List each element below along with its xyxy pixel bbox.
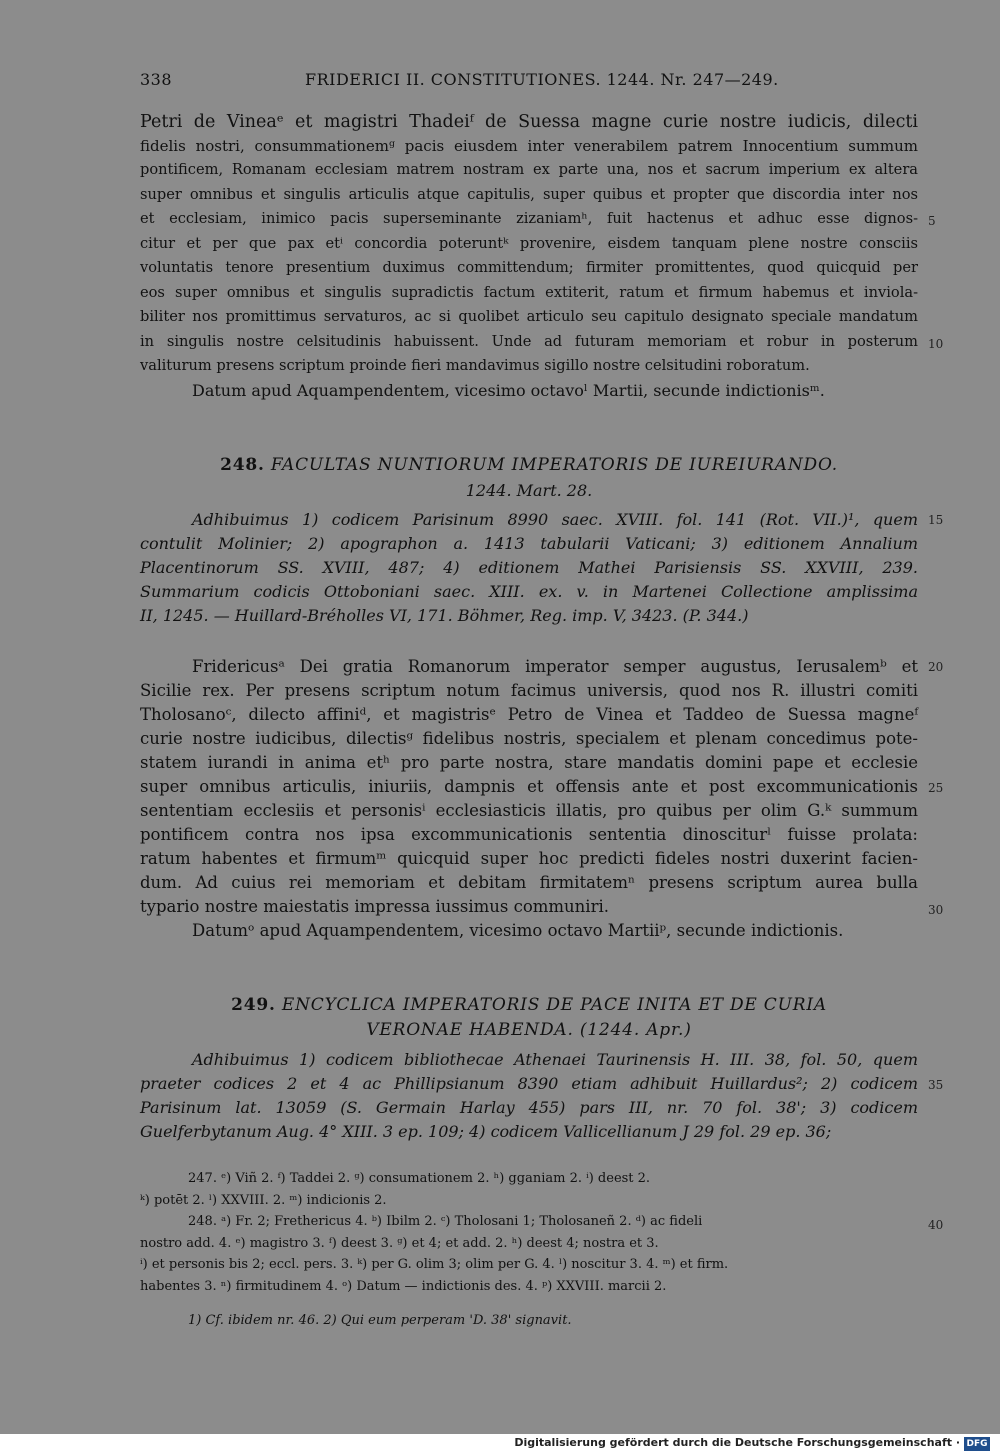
text-line: curie nostre iudicibus, dilectisᵍ fidelibus nostris, specialem et plenam concedimus pote- — [140, 729, 918, 748]
doc249-heading-line2 — [140, 1020, 918, 1040]
note-line: habentes 3. ⁿ) firmitudinem 4. ᵒ) Datum — indictionis des. 4. ᵖ) XXVIII. marcii 2. — [140, 1278, 667, 1294]
doc248-date: 1244. Mart. 28. — [465, 481, 593, 500]
text-line: et ecclesiam, inimico pacis superseminante zizaniamʰ, fuit hactenus et adhuc esse dignos- — [140, 210, 918, 227]
apparatus-line: Adhibuimus 1) codicem bibliothecae Athenaei Taurinensis H. III. 38, fol. 50, quem — [192, 1050, 918, 1069]
doc249-heading — [140, 995, 918, 1015]
text-line: ratum habentes et firmumᵐ quicquid super hoc predicti fideles nostri duxerint facien- — [140, 849, 918, 868]
text-line: statem iurandi in anima etʰ pro parte nostra, stare mandatis domini pape et ecclesie — [140, 753, 918, 772]
note-line: nostro add. 4. ᵉ) magistro 3. ᶠ) deest 3. ᵍ) et 4; et add. 2. ʰ) deest 4; nostra et 3. — [140, 1235, 659, 1251]
text-line: super omnibus articulis, iniuriis, dampnis et offensis ante et post excommunicationis — [140, 777, 918, 796]
page-number: 338 — [140, 70, 173, 89]
doc249-apparatus — [140, 1048, 918, 1144]
text-line: sententiam ecclesiis et personisⁱ ecclesiasticis illatis, pro quibus per olim G.ᵏ summum — [140, 801, 918, 820]
text-line: citur et per que pax etⁱ concordia poteruntᵏ provenire, eisdem tanquam plene nostre consciis — [140, 234, 918, 252]
text-line: in singulis nostre celsitudinis habuissent. Unde ad futuram memoriam et robur in posterum — [140, 332, 918, 350]
doc-title: ENCYCLICA IMPERATORIS DE PACE INITA ET DE CURIA — [281, 995, 827, 1015]
note-line: 247. ᵉ) Viñ 2. ᶠ) Taddei 2. ᵍ) consumationem 2. ʰ) gganiam 2. ⁱ) deest 2. — [188, 1171, 651, 1186]
text-line: pontificem, Romanam ecclesiam matrem nostram ex parte una, nos et sacrum imperium ex altera — [140, 161, 918, 178]
funding-footer — [0, 1434, 1000, 1454]
note-line: 248. ᵃ) Fr. 2; Fretheriсus 4. ᵇ) Ibilm 2. ᶜ) Tholosani 1; Tholosaneñ 2. ᵈ) ac fideli — [188, 1214, 703, 1229]
dfg-logo: DFG — [964, 1437, 990, 1451]
note-line: ⁱ) et personis bis 2; eccl. pers. 3. ᵏ) per G. olim 3; olim per G. 4. ˡ) noscitur 3. 4. ᵐ) et firm. — [140, 1257, 729, 1272]
text-line: fidelis nostri, consummationemᵍ pacis eiusdem inter venerabilem patrem Innocentium summum — [140, 137, 918, 155]
doc248-heading — [140, 455, 918, 475]
variant-notes — [140, 1168, 920, 1297]
funding-text: Digitalisierung gefördert durch die Deutsche Forschungsgemeinschaft · — [514, 1436, 960, 1449]
text-line: Petri de Vineaᵉ et magistri Thadeiᶠ de Suessa magne curie nostre iudicis, dilecti — [140, 112, 918, 132]
footnotes: 1) Cf. ibidem nr. 46. 2) Qui eum perperam 'D. 38' signavit. — [188, 1313, 572, 1328]
apparatus-line: Placentinorum SS. XVIII, 487; 4) editionem Mathei Parisiensis SS. XXVIII, 239. — [140, 558, 918, 577]
running-title: FRIDERICI II. CONSTITUTIONES. 1244. Nr. 247—249. — [305, 70, 779, 89]
doc247-text — [140, 110, 918, 403]
text-line: pontificem contra nos ipsa excommunicationis sententia dinosciturˡ fuisse prolata: — [140, 825, 918, 844]
text-line: eos super omnibus et singulis supradictis factum extiterit, ratum et firmum habemus et inviola- — [140, 283, 918, 301]
apparatus-line: Adhibuimus 1) codicem Parisinum 8990 saec. XVIII. fol. 141 (Rot. VII.)¹, quem — [192, 510, 918, 529]
apparatus-line: contulit Molinier; 2) apographon a. 1413 tabularii Vaticani; 3) editionem Annalium — [140, 534, 918, 553]
text-line: Fridericusᵃ Dei gratia Romanorum imperator semper augustus, Ierusalemᵇ et — [192, 657, 918, 676]
apparatus-line: Summarium codicis Ottoboniani saec. XIII. ex. v. in Martenei Collectione amplissima — [140, 582, 918, 601]
text-line: voluntatis tenore presentium duximus committendum; firmiter promittentes, quod quicquid per — [140, 259, 918, 276]
text-line: typario nostre maiestatis impressa iussimus communiri. — [140, 897, 609, 916]
doc-title: FACULTAS NUNTIORUM IMPERATORIS DE IUREIURANDO. — [270, 455, 838, 475]
doc-number: 248. — [220, 455, 265, 475]
text-line: Tholosanoᶜ, dilecto affiniᵈ, et magistrisᵉ Petro de Vinea et Taddeo de Suessa magneᶠ — [140, 705, 918, 724]
doc248-text — [140, 655, 918, 943]
line-marker: 30 — [928, 903, 944, 917]
line-marker: 10 — [928, 337, 944, 351]
apparatus-line: Parisinum lat. 13059 (S. Germain Harlay 455) pars III, nr. 70 fol. 38'; 3) codicem — [140, 1098, 918, 1117]
line-marker: 15 — [928, 513, 944, 527]
line-marker: 20 — [928, 660, 944, 674]
doc249-date: (1244. Apr.) — [579, 1020, 692, 1040]
text-line: biliter nos promittimus servaturos, ac si quolibet articulo seu capitulo designato speciale mandatum — [140, 308, 918, 325]
text-line: dum. Ad cuius rei memoriam et debitam firmitatemⁿ presens scriptum aurea bulla — [140, 873, 918, 892]
apparatus-line: II, 1245. — Huillard-Bréholles VI, 171. Böhmer, Reg. imp. V, 3423. (P. 344.) — [140, 606, 749, 625]
line-marker: 25 — [928, 781, 944, 795]
text-line: super omnibus et singulis articulis atque capitulis, super quibus et propter que discordia inter nos — [140, 185, 918, 203]
line-marker: 40 — [928, 1218, 944, 1232]
apparatus-line: praeter codices 2 et 4 ac Phillipsianum 8390 etiam adhibuit Huillardus²; 2) codicem — [140, 1074, 918, 1093]
doc248-apparatus — [140, 508, 918, 628]
line-marker: 35 — [928, 1078, 944, 1092]
doc-title-cont: VERONAE HABENDA. — [366, 1020, 574, 1040]
note-line: ᵏ) potēt 2. ˡ) XXVIII. 2. ᵐ) indicionis 2. — [140, 1192, 387, 1208]
text-line: Sicilie rex. Per presens scriptum notum facimus universis, quod nos R. illustri comiti — [140, 681, 918, 700]
apparatus-line: Guelferbytanum Aug. 4° XIII. 3 ep. 109; 4) codicem Vallicellianum J 29 fol. 29 ep. 36; — [140, 1122, 832, 1141]
text-line: valiturum presens scriptum proinde fieri mandavimus sigillo nostre celsitudini roboratum. — [140, 357, 810, 374]
line-marker: 5 — [928, 214, 936, 228]
datum-line: Datum apud Aquampendentem, vicesimo octavoˡ Martii, secunde indictionisᵐ. — [192, 380, 825, 400]
datum-line: Datumᵒ apud Aquampendentem, vicesimo octavo Martiiᵖ, secunde indictionis. — [192, 921, 844, 940]
doc-number: 249. — [231, 995, 276, 1015]
